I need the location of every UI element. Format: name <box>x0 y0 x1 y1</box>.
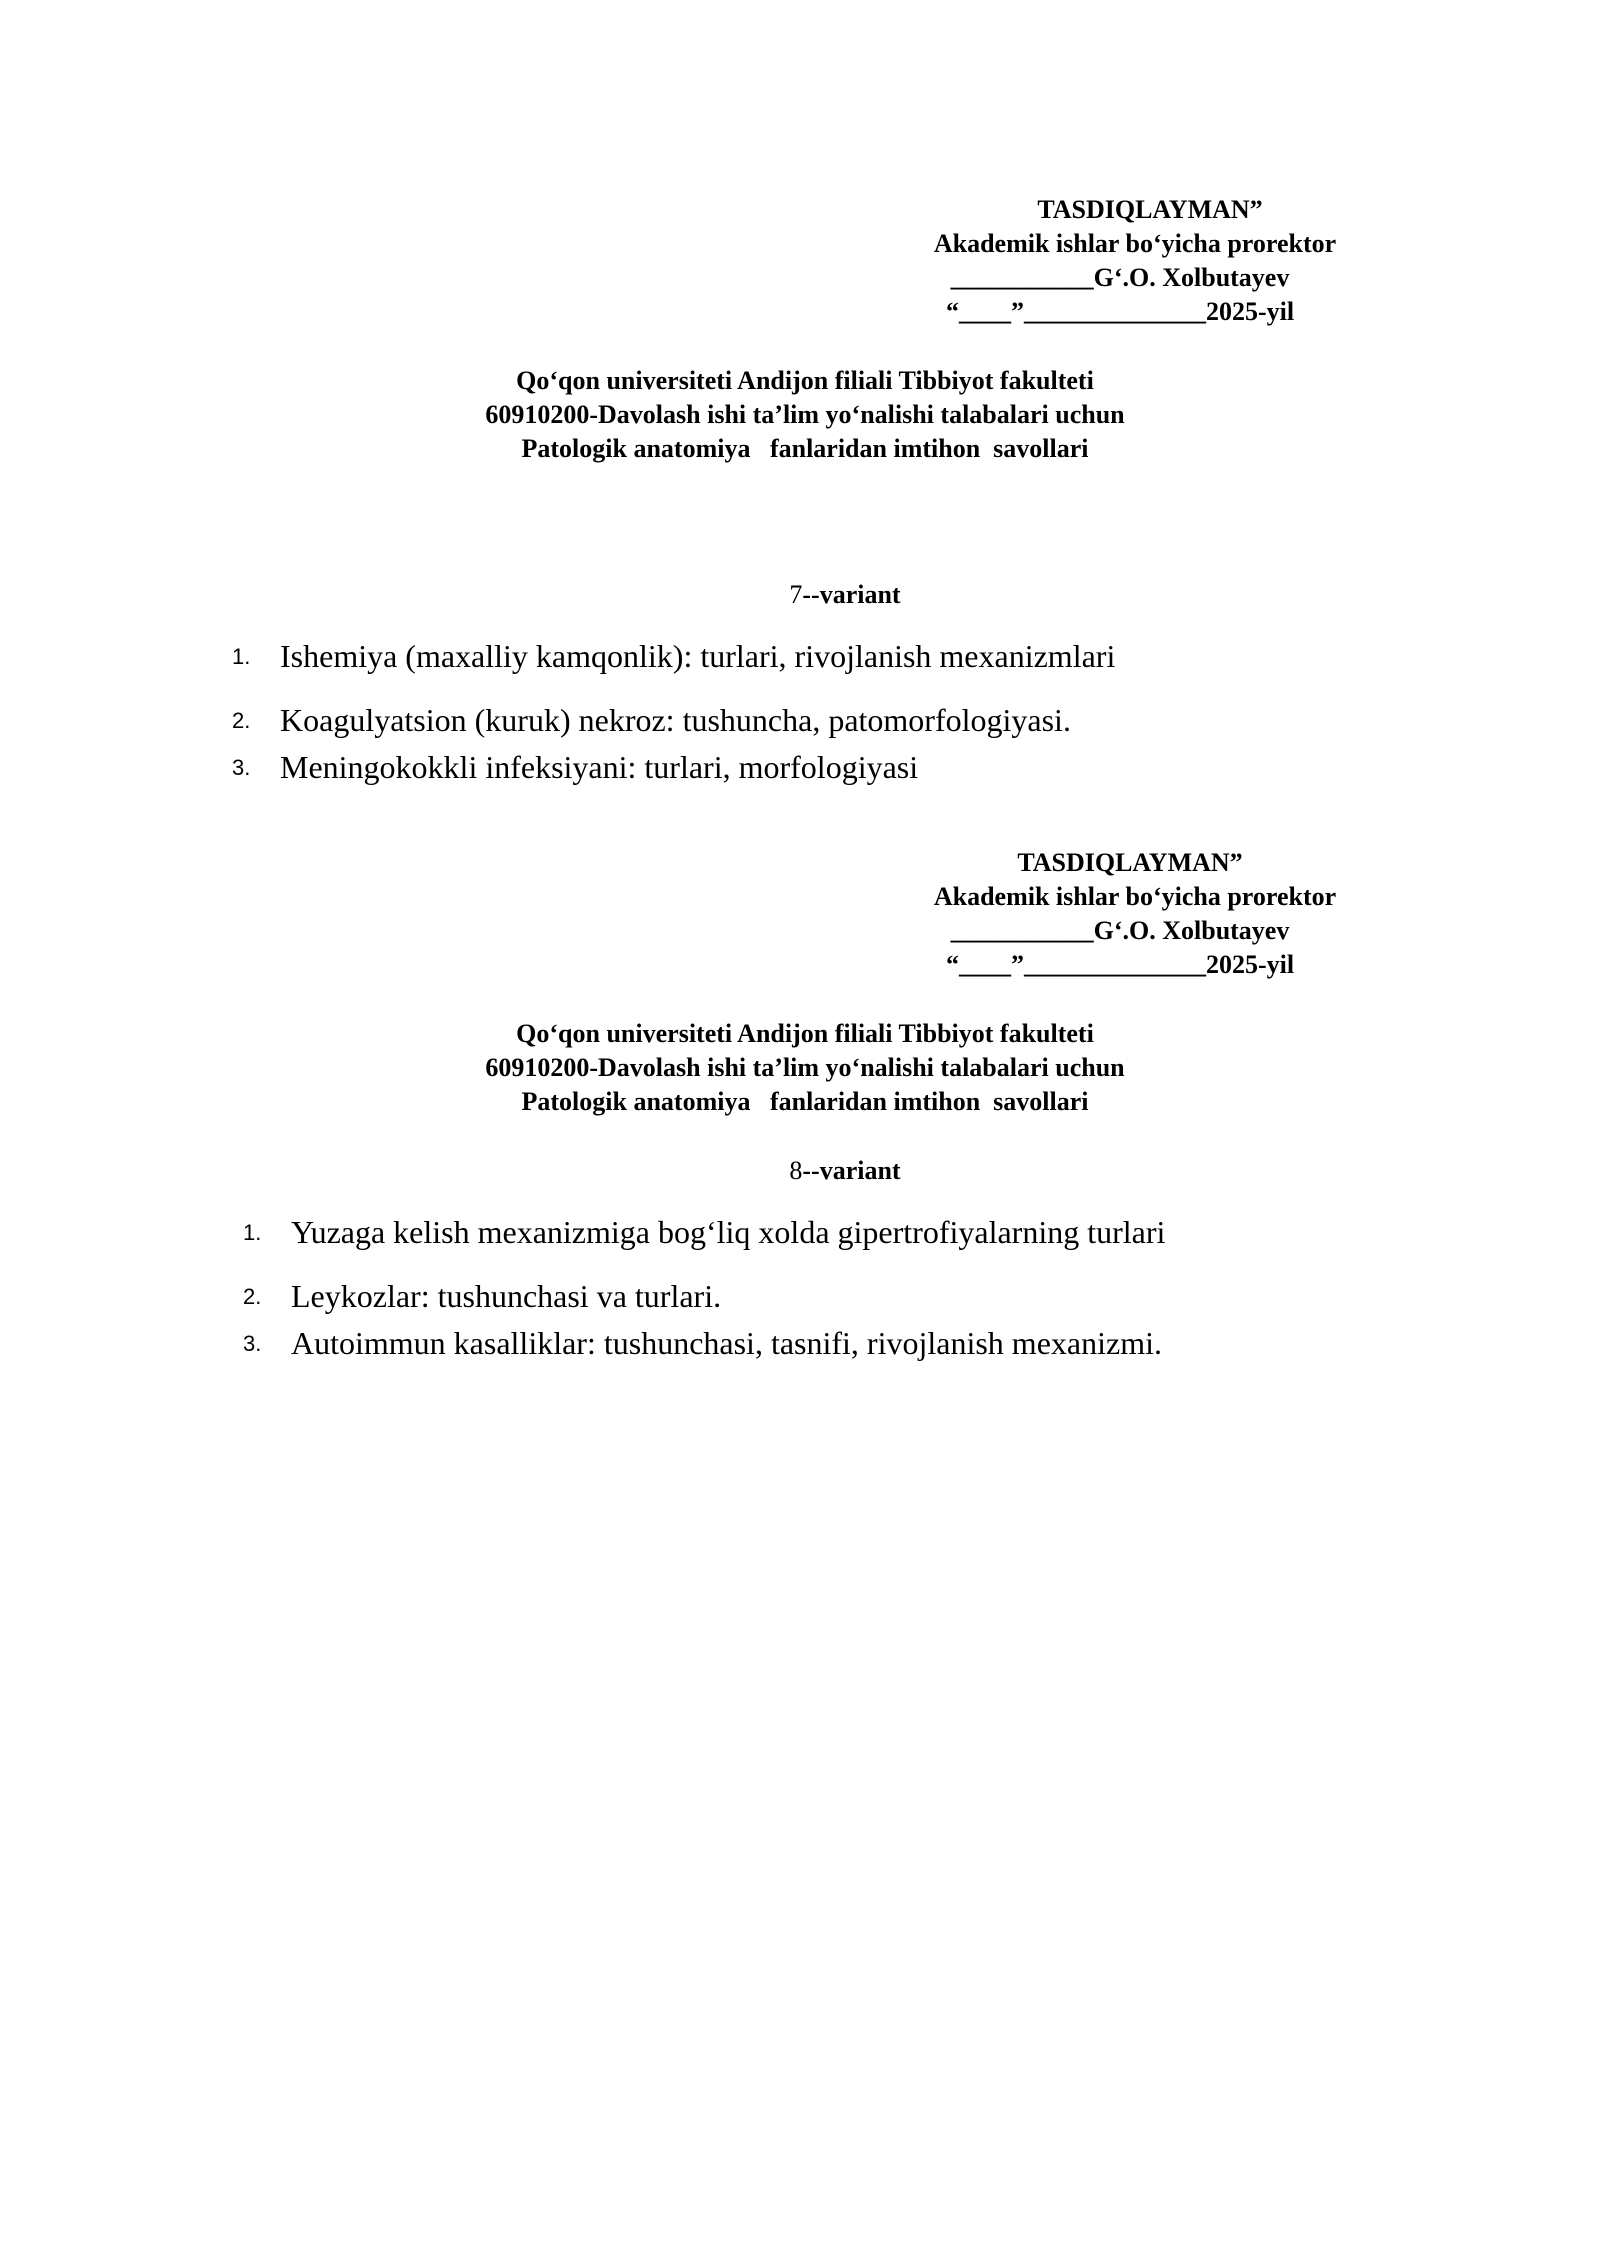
variant-number: 8 <box>789 1156 803 1185</box>
question-number: 2. <box>232 708 251 733</box>
header-subject: Patologik anatomiya fanlaridan imtihon savollari <box>521 434 1089 463</box>
approval-signature: ___________G‘.O. Xolbutayev <box>950 263 1290 292</box>
question-number: 1. <box>243 1220 262 1245</box>
approval-signature: ___________G‘.O. Xolbutayev <box>950 916 1290 945</box>
approval-role: Akademik ishlar bo‘yicha prorektor <box>933 882 1337 911</box>
question-number: 1. <box>232 644 251 669</box>
variant-heading <box>600 578 1090 612</box>
question-text: Leykozlar: tushunchasi va turlari. <box>291 1278 722 1314</box>
header-university: Qo‘qon universiteti Andijon filiali Tibbiyot fakulteti <box>516 1019 1094 1048</box>
question-text: Koagulyatsion (kuruk) nekroz: tushuncha, patomorfologiyasi. <box>280 702 1071 738</box>
header-subject: Patologik anatomiya fanlaridan imtihon savollari <box>521 1087 1089 1116</box>
variant-number: 7 <box>789 580 803 609</box>
question-text: Autoimmun kasalliklar: tushunchasi, tasnifi, rivojlanish mexanizmi. <box>291 1325 1162 1361</box>
approval-block <box>870 846 1390 982</box>
header-program: 60910200-Davolash ishi ta’lim yo‘nalishi talabalari uchun <box>485 1053 1125 1082</box>
document-header <box>310 1017 1300 1119</box>
approval-title: TASDIQLAYMAN” <box>1017 848 1243 877</box>
question-text: Ishemiya (maxalliy kamqonlik): turlari, rivojlanish mexanizmlari <box>280 638 1116 674</box>
approval-date: “____”______________2025-yil <box>945 297 1295 326</box>
question-number: 3. <box>243 1331 262 1356</box>
question-text: Yuzaga kelish mexanizmiga bog‘liq xolda gipertrofiyalarning turlari <box>291 1214 1166 1250</box>
variant-heading <box>600 1154 1090 1188</box>
variant-label: --variant <box>802 1156 901 1185</box>
approval-title: TASDIQLAYMAN” <box>1037 195 1263 224</box>
header-university: Qo‘qon universiteti Andijon filiali Tibbiyot fakulteti <box>516 366 1094 395</box>
question-number: 2. <box>243 1284 262 1309</box>
approval-role: Akademik ishlar bo‘yicha prorektor <box>933 229 1337 258</box>
variant-label: --variant <box>802 580 901 609</box>
question-number: 3. <box>232 755 251 780</box>
approval-block <box>870 193 1390 329</box>
header-program: 60910200-Davolash ishi ta’lim yo‘nalishi talabalari uchun <box>485 400 1125 429</box>
question-text: Meningokokkli infeksiyani: turlari, morfologiyasi <box>280 749 919 785</box>
approval-date: “____”______________2025-yil <box>945 950 1295 979</box>
document-header <box>310 364 1300 466</box>
